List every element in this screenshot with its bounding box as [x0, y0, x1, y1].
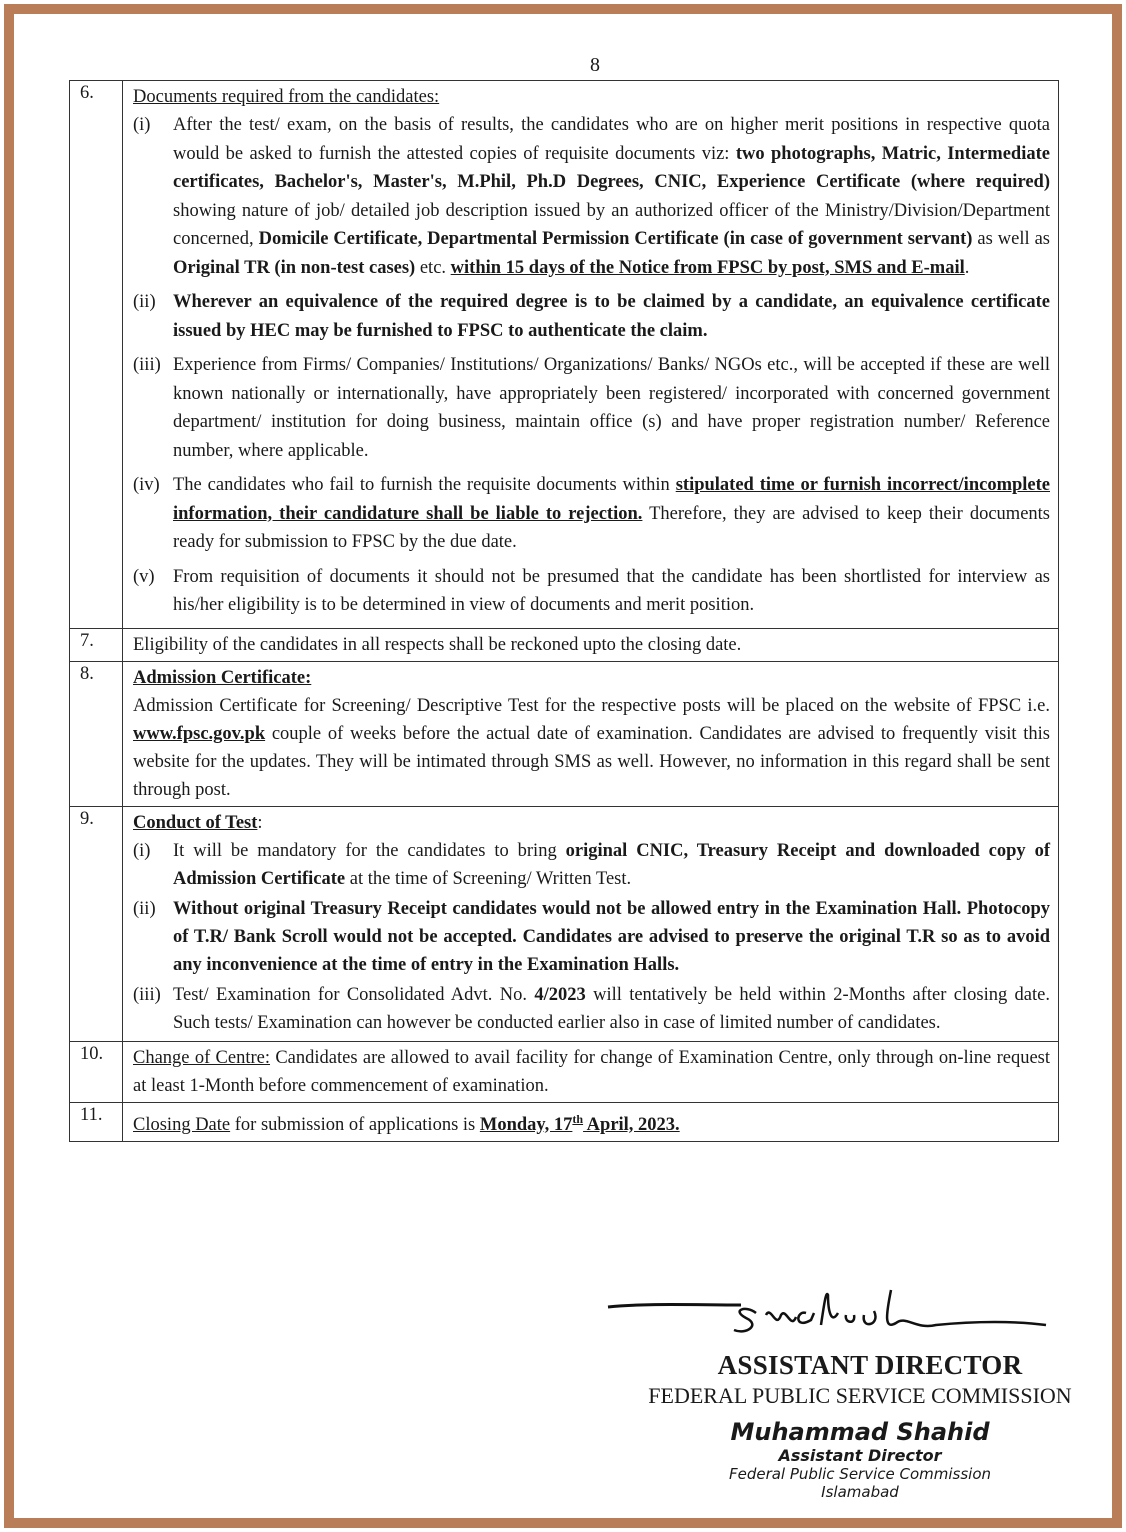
- bold-text: Original TR (in non-test cases): [173, 257, 416, 278]
- signatory-organization: FEDERAL PUBLIC SERVICE COMMISSION: [648, 1383, 1072, 1408]
- paragraph: [133, 631, 1050, 659]
- stamp-designation: Assistant Director: [778, 1446, 942, 1465]
- emphasized-text: th: [572, 1111, 584, 1126]
- list-item: [133, 563, 1050, 620]
- row-content: [123, 628, 1059, 661]
- bold-text: original CNIC, Treasury Receipt and downloaded copy of Admission Certificate: [173, 840, 1050, 889]
- paragraph: [133, 664, 1050, 692]
- text-run: .: [964, 257, 970, 278]
- emphasized-text: Admission Certificate:: [133, 667, 312, 688]
- instructions-table: [69, 80, 1059, 1142]
- signatory-title: ASSISTANT DIRECTOR: [717, 1350, 1023, 1380]
- text-run: as well as: [972, 229, 1050, 249]
- text-run: Eligibility of the candidates in all respects shall be reckoned upto the closing date.: [133, 634, 742, 655]
- item-text: [173, 351, 1050, 465]
- row-number: 8.: [70, 661, 123, 806]
- item-text: [173, 288, 1050, 345]
- item-text: [173, 563, 1050, 620]
- paragraph: [133, 83, 1050, 111]
- row-content: [123, 81, 1059, 629]
- text-run: showing nature of job/ detailed job description issued by an authorized officer of the Ministry/Division/Department concerned,: [173, 200, 1050, 249]
- stamp-name: Muhammad Shahid: [730, 1418, 990, 1446]
- list-item: [133, 351, 1050, 465]
- item-label: (ii): [133, 898, 156, 919]
- emphasized-text: April, 2023.: [583, 1114, 680, 1135]
- bold-text: two photographs, Matric, Intermediate certificates, Bachelor's, Master's, M.Phil, Ph.D Degrees, CNIC, Experience Certificate (where required): [173, 143, 1050, 192]
- paragraph: [133, 1105, 1050, 1139]
- list-item: [133, 895, 1050, 979]
- emphasized-text: within 15 days of the Notice from FPSC by post, SMS and E-mail: [450, 257, 965, 278]
- text-run: Test/ Examination for Consolidated Advt. No.: [173, 984, 535, 1005]
- page-number: 8: [590, 54, 600, 76]
- official-stamp: [700, 1418, 1020, 1501]
- list-item: [133, 288, 1050, 345]
- text-run: Closing Date: [133, 1114, 231, 1135]
- item-text: [173, 895, 1050, 979]
- row-number: 10.: [70, 1041, 123, 1102]
- item-label: (iii): [133, 355, 161, 375]
- list-item: [133, 981, 1050, 1037]
- text-run: Change of Centre:: [133, 1047, 271, 1068]
- text-run: The candidates who fail to furnish the requisite documents within: [173, 475, 676, 495]
- row-number: 11.: [70, 1102, 123, 1141]
- text-run: It will be mandatory for the candidates to bring: [173, 840, 566, 861]
- list-item: [133, 111, 1050, 282]
- item-label: (iv): [133, 475, 160, 495]
- text-run: After the test/ exam, on the basis of results, the candidates who are on higher merit positions in respective quota would be asked to furnish the attested copies of requisite documents viz:: [173, 115, 1050, 164]
- text-run: Admission Certificate for Screening/ Descriptive Test for the respective posts will be placed on the website of FPSC i.e.: [133, 695, 1050, 716]
- paragraph: [133, 1044, 1050, 1100]
- text-run: couple of weeks before the actual date of examination. Candidates are advised to frequently visit this website for the updates. They will be intimated through SMS as well. However, no information in this regard shall be sent through post.: [133, 723, 1050, 800]
- row-content: [123, 1041, 1059, 1102]
- paragraph: [133, 809, 1050, 837]
- text-run: From requisition of documents it should not be presumed that the candidate has been shortlisted for interview as his/her eligibility is to be determined in view of documents and merit position.: [173, 566, 1050, 615]
- emphasized-text: Conduct of Test: [133, 812, 258, 833]
- row-content: [123, 661, 1059, 806]
- text-run: will tentatively be held within 2-Months after closing date. Such tests/ Examination can however be conducted earlier also in case of limited number of candidates.: [173, 984, 1050, 1033]
- table-row: [70, 81, 1059, 629]
- signature-block: [600, 1350, 1120, 1409]
- text-run: Therefore, they are advised to keep their documents ready for submission to FPSC by the due date.: [173, 503, 1050, 552]
- item-label: (ii): [133, 292, 156, 312]
- bold-text: Domicile Certificate, Departmental Permission Certificate (in case of government servant): [258, 229, 973, 249]
- table-row: [70, 661, 1059, 806]
- item-text: [173, 981, 1050, 1037]
- text-run: for submission of applications is: [230, 1114, 480, 1135]
- item-text: [173, 471, 1050, 557]
- emphasized-text: www.fpsc.gov.pk: [133, 723, 266, 744]
- text-run: Candidates are allowed to avail facility for change of Examination Centre, only through on-line request at least 1-Month before commencement of examination.: [133, 1047, 1050, 1096]
- text-run: etc.: [415, 257, 451, 278]
- bold-text: 4/2023: [534, 984, 586, 1005]
- row-content: [123, 806, 1059, 1041]
- emphasized-text: stipulated time or furnish incorrect/incomplete information, their candidature shall be liable to rejection.: [173, 475, 1050, 524]
- item-label: (i): [133, 840, 151, 861]
- text-run: Experience from Firms/ Companies/ Institutions/ Organizations/ Banks/ NGOs etc., will be accepted if these are well known nationally or internationally, have appropriately been registered/ incorporated with concerned government department/ institution for doing business, maintain office (s) and have proper registration number/ Reference number, where applicable.: [173, 355, 1050, 461]
- table-row: [70, 1041, 1059, 1102]
- item-text: [173, 111, 1050, 282]
- item-label: (i): [133, 115, 151, 135]
- table-row: [70, 1102, 1059, 1141]
- stamp-city: Islamabad: [821, 1483, 899, 1501]
- list-item: [133, 471, 1050, 557]
- emphasized-text: Monday, 17: [479, 1114, 573, 1135]
- row-content: [123, 1102, 1059, 1141]
- text-run: Documents required from the candidates:: [133, 87, 440, 107]
- table-row: [70, 628, 1059, 661]
- text-run: at the time of Screening/ Written Test.: [345, 868, 632, 889]
- paragraph: [133, 692, 1050, 804]
- stamp-organization: Federal Public Service Commission: [728, 1465, 992, 1483]
- handwritten-signature: [606, 1285, 1056, 1345]
- list-item: [133, 837, 1050, 893]
- item-label: (v): [133, 566, 155, 587]
- row-number: 7.: [70, 628, 123, 661]
- item-label: (iii): [133, 984, 161, 1005]
- text-run: :: [257, 812, 263, 833]
- row-number: 9.: [70, 806, 123, 1041]
- bold-text: Wherever an equivalence of the required degree is to be claimed by a candidate, an equivalence certificate issued by HEC may be furnished to FPSC to authenticate the claim.: [173, 292, 1050, 341]
- bold-text: Without original Treasury Receipt candidates would not be allowed entry in the Examination Hall. Photocopy of T.R/ Bank Scroll would not be accepted. Candidates are advised to preserve the original T.R so as to avoid any inconvenience at the time of entry in the Examination Halls.: [173, 898, 1050, 975]
- table-row: [70, 806, 1059, 1041]
- row-number: 6.: [70, 81, 123, 629]
- item-text: [173, 837, 1050, 893]
